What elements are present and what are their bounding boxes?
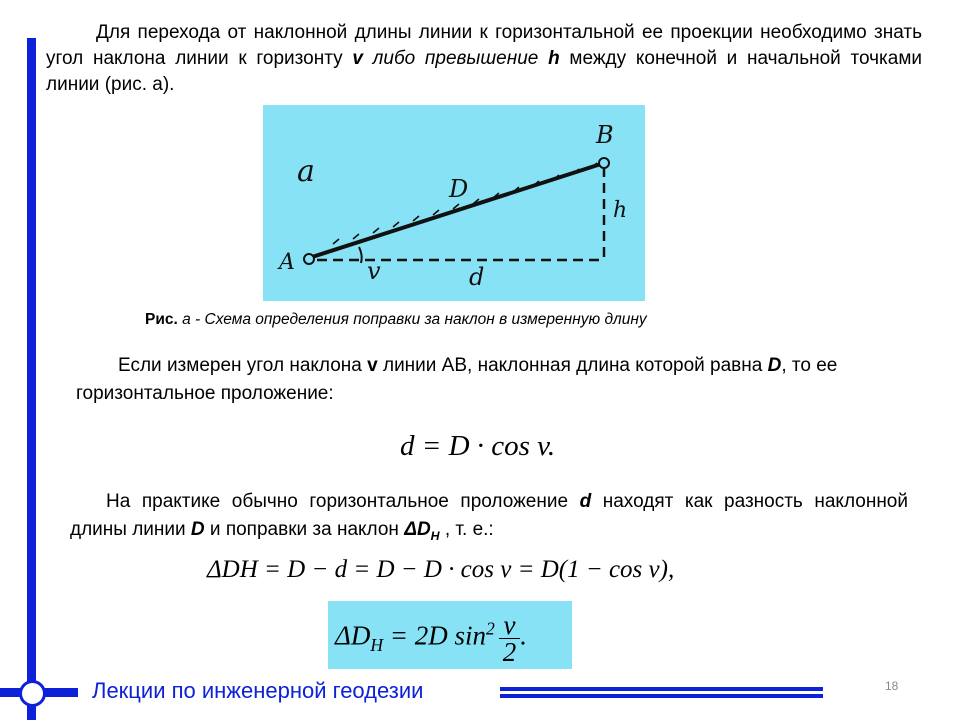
para2-text-2: линии АВ, наклонная длина которой равна <box>377 355 768 376</box>
angle-label: v <box>367 257 381 285</box>
caption-text: а - Схема определения поправки за наклон в измеренную длину <box>177 311 647 328</box>
height-label: h <box>613 198 628 223</box>
formula-horizontal-distance: d = D · cos v. <box>400 430 556 462</box>
footer-rule-top <box>500 687 823 691</box>
page-number: 18 <box>885 679 899 693</box>
figure-label: a <box>297 154 315 189</box>
para3-text-1: На практике обычно горизонтальное проложение <box>106 491 580 512</box>
footer-title: Лекции по инженерной геодезии <box>92 678 424 703</box>
para3-distance-symbol: d <box>579 491 592 512</box>
point-b-label: B <box>596 121 614 149</box>
para2-text-1: Если измерен угол наклона <box>118 355 368 376</box>
f3-numerator: v <box>499 612 521 639</box>
f3-sub: H <box>370 635 384 656</box>
horizontal-length-label: d <box>469 263 485 291</box>
intro-height-symbol: h <box>548 48 560 69</box>
figure-caption <box>145 311 647 329</box>
point-a-label: A <box>279 250 295 275</box>
f3-lhs: ΔD <box>335 620 371 651</box>
f3-sup: 2 <box>486 618 495 639</box>
intro-text-3: между конечной и начальной точками линии (рис. а). <box>46 48 923 95</box>
formula-correction-difference: ΔDH = D − d = D − D · cos v = D(1 − cos v), <box>207 556 675 583</box>
para2-length-symbol: D <box>767 355 782 376</box>
formula-correction-sine <box>335 612 527 665</box>
para3-correction-symbol: ΔD <box>404 519 431 540</box>
f3-mid: = 2D sin <box>383 620 487 651</box>
para3-correction-sub: H <box>430 528 440 543</box>
point-b-marker <box>599 158 609 168</box>
para3-text-4: , т. е.: <box>439 519 494 540</box>
para2-angle-symbol: v <box>367 355 378 376</box>
angle-arc <box>359 247 362 263</box>
para2-text-3: , то ее горизонтальное проложение: <box>76 355 838 404</box>
f3-denominator: 2 <box>502 637 517 667</box>
intro-text-1: Для перехода от наклонной длины линии к горизонтальной ее проекции необходимо знать угол наклона линии к горизонту <box>46 22 922 69</box>
f3-fraction <box>499 612 521 665</box>
footer-rule-bottom <box>500 694 823 698</box>
caption-prefix: Рис. <box>145 311 178 328</box>
para3-text-2: находят как разность наклонной длины линии <box>70 491 908 540</box>
slope-diagram-figure <box>263 105 645 301</box>
para3-text-3: и поправки за наклон <box>204 519 405 540</box>
intro-paragraph <box>46 20 922 98</box>
intro-angle-symbol: v <box>352 48 363 69</box>
slope-length-label: D <box>449 175 469 203</box>
left-accent-bar <box>27 38 36 720</box>
footer-ring-icon <box>19 680 46 707</box>
point-a-marker <box>304 254 314 264</box>
slope-diagram <box>263 105 645 301</box>
para3-length-symbol: D <box>190 519 205 540</box>
angle-paragraph <box>76 352 866 408</box>
intro-text-2: либо превышение <box>362 48 549 69</box>
f3-end: . <box>520 620 528 651</box>
practice-paragraph <box>70 488 908 550</box>
